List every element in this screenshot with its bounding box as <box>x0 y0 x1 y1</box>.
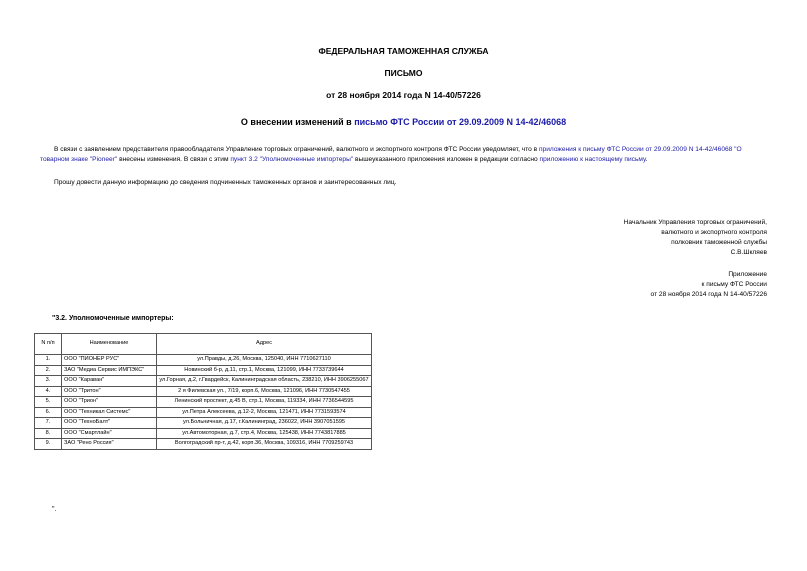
row-number: 9. <box>35 439 62 450</box>
row-name: ООО "ПИОНЕР РУС" <box>62 355 157 366</box>
table-row <box>35 386 372 397</box>
p1-link-appendix-letter[interactable]: приложения к письму ФТС России от 29.09.2009 N 14-42/46068 "О товарном знаке "Pioneer" <box>40 146 742 163</box>
table-row <box>35 397 372 408</box>
row-name: ООО "ТехноБалт" <box>62 418 157 429</box>
table-row <box>35 365 372 376</box>
row-address: Ленинский проспект, д.45 В, стр.1, Москва, 119334, ИНН 7736544595 <box>157 397 372 408</box>
row-name: ЗАО "Рено Россия" <box>62 439 157 450</box>
header-cell-address: Адрес <box>157 334 372 355</box>
header-cell-name: Наименование <box>62 334 157 355</box>
table-row <box>35 439 372 450</box>
closing-quote: ". <box>52 506 57 513</box>
body-paragraph-2: Прошу довести данную информацию до сведения подчиненных таможенных органов и заинтересованных лиц. <box>54 179 397 186</box>
table-row <box>35 407 372 418</box>
row-number: 2. <box>35 365 62 376</box>
row-number: 1. <box>35 355 62 366</box>
p1-link-clause[interactable]: пункт 3.2 "Уполномоченные импортеры" <box>230 156 354 163</box>
table-row <box>35 428 372 439</box>
table-header-row <box>35 334 372 355</box>
row-address: Новинский б-р, д.11, стр.1, Москва, 121099, ИНН 7733739644 <box>157 365 372 376</box>
appendix-block <box>651 270 767 300</box>
signature-line: Начальник Управления торговых ограничений, <box>623 219 767 226</box>
signature-block <box>624 218 767 258</box>
subject-heading <box>0 117 807 127</box>
table-row <box>35 355 372 366</box>
row-number: 5. <box>35 397 62 408</box>
signature-line: валютного и экспортного контроля <box>661 229 767 236</box>
appendix-line: к письму ФТС России <box>701 281 767 288</box>
row-address: ул.Больничная, д.17, г.Калининград, 236022, ИНН 3907051595 <box>157 418 372 429</box>
row-address: 2 я Филевская ул., 7/19, корп.6, Москва, 121096, ИНН 7730547455 <box>157 386 372 397</box>
row-number: 8. <box>35 428 62 439</box>
row-number: 6. <box>35 407 62 418</box>
row-address: Волгоградский пр-т, д.42, корп.36, Москва, 109316, ИНН 7709259743 <box>157 439 372 450</box>
header-cell-number: N п/п <box>35 334 62 355</box>
row-number: 4. <box>35 386 62 397</box>
row-name: ЗАО "Медиа Сервис ИМПЭКС" <box>62 365 157 376</box>
row-number: 3. <box>35 376 62 387</box>
row-name: ООО "Караван" <box>62 376 157 387</box>
p1-text-c: вышеуказанного приложения изложен в редакции согласно <box>353 156 540 163</box>
subject-prefix: О внесении изменений в <box>240 117 355 127</box>
row-address: ул.Автомоторная, д.7, стр.4, Москва, 125438, ИНН 7743817885 <box>157 428 372 439</box>
row-address: ул.Правды, д.26, Москва, 125040, ИНН 7710627110 <box>157 355 372 366</box>
importers-table <box>34 333 372 450</box>
agency-heading: ФЕДЕРАЛЬНАЯ ТАМОЖЕННАЯ СЛУЖБА <box>318 46 489 56</box>
signer-name: С.В.Шкляев <box>730 249 767 256</box>
table-row <box>35 376 372 387</box>
doc-type-heading: ПИСЬМО <box>384 68 423 78</box>
appendix-line: от 28 ноября 2014 года N 14-40/57226 <box>650 291 767 298</box>
row-address: ул.Горная, д.2, г.Гвардейск, Калининградская область, 238210, ИНН 3906255067 <box>157 376 372 387</box>
row-name: ООО "Трион" <box>62 397 157 408</box>
p1-link-appendix[interactable]: приложению к настоящему письму <box>539 156 646 163</box>
row-address: ул.Петра Алексеева, д.12-2, Москва, 121471, ИНН 7731593574 <box>157 407 372 418</box>
row-name: ООО "Смартлайн" <box>62 428 157 439</box>
row-name: ООО "Тритон" <box>62 386 157 397</box>
row-number: 7. <box>35 418 62 429</box>
subject-link[interactable]: письмо ФТС России от 29.09.2009 N 14-42/46068 <box>354 117 567 127</box>
appendix-line: Приложение <box>728 271 767 278</box>
body-paragraph-1 <box>40 145 766 165</box>
section-title: "3.2. Уполномоченные импортеры: <box>52 315 174 322</box>
signature-line: полковник таможенной службы <box>671 239 767 246</box>
p1-text-a: В связи с заявлением представителя правообладателя Управление торговых ограничений, валютного и экспортного контроля ФТС России уведомляет, что в <box>54 146 539 153</box>
row-name: ООО "Техникал Системс" <box>62 407 157 418</box>
table-row <box>35 418 372 429</box>
doc-date-number: от 28 ноября 2014 года N 14-40/57226 <box>326 90 481 100</box>
p1-text-b: внесены изменения. В связи с этим <box>117 156 231 163</box>
p1-text-d: . <box>645 156 648 163</box>
